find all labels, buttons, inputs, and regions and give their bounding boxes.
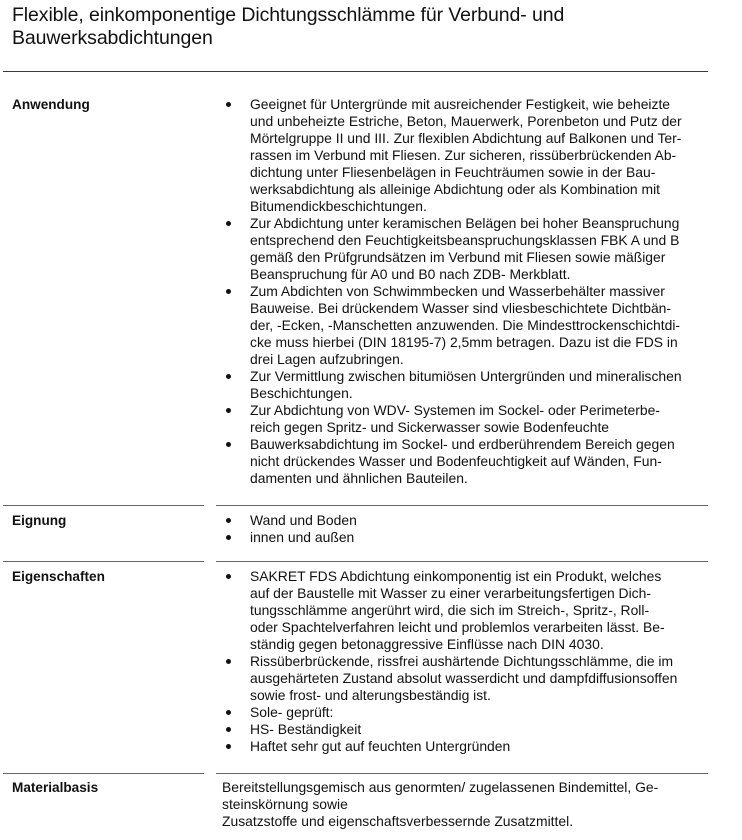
section-divider-left <box>3 561 204 562</box>
bullet-list <box>222 568 712 755</box>
text-line: dichtung unter Fliesenbelägen in Feuchträumen sowie in der Bau- <box>250 164 656 180</box>
text-line: Sole- geprüft: <box>250 704 334 720</box>
bullet-icon <box>226 102 231 107</box>
text-line: Geeignet für Untergründe mit ausreichender Festigkeit, wie beheizte <box>250 96 671 112</box>
list-item <box>222 653 712 704</box>
text-line: Wand und Boden <box>250 512 357 528</box>
list-item <box>222 529 712 546</box>
section-body <box>222 779 712 830</box>
bullet-icon <box>226 744 231 749</box>
text-line: nicht drückendes Wasser und Bodenfeuchtigkeit auf Wänden, Fun- <box>250 453 662 469</box>
bullet-icon <box>226 289 231 294</box>
text-line: Bereitstellungsgemisch aus genormten/ zugelassenen Bindemittel, Ge- <box>222 779 659 795</box>
text-line: oder Spachtelverfahren leicht und problemlos verarbeiten lässt. Be- <box>250 619 665 635</box>
text-line: Rissüberbrückende, rissfrei aushärtende Dichtungsschlämme, die im <box>250 653 674 669</box>
bullet-icon <box>226 408 231 413</box>
title-divider <box>3 71 708 72</box>
text-line: cke muss hierbei (DIN 18195-7) 2,5mm betragen. Dazu ist die FDS in <box>250 334 678 350</box>
text-line: entsprechend den Feuchtigkeitsbeanspruchungsklassen FBK A und B <box>250 232 680 248</box>
text-line: Zusatzstoffe und eigenschaftsverbessernde Zusatzmittel. <box>222 813 574 829</box>
text-line: rassen im Verbund mit Fliesen. Zur sicheren, rissüberbrückenden Ab- <box>250 147 677 163</box>
section-label: Anwendung <box>12 97 90 112</box>
text-line: tungsschlämme angerührt wird, die sich im Streich-, Spritz-, Roll- <box>250 602 650 618</box>
text-line: SAKRET FDS Abdichtung einkomponentig ist ein Produkt, welches <box>250 568 662 584</box>
bullet-list <box>222 96 712 487</box>
section-divider-left <box>3 505 204 506</box>
section-body <box>222 568 712 755</box>
text-line: auf der Baustelle mit Wasser zu einer verarbeitungsfertigen Dich- <box>250 585 651 601</box>
text-line: der, -Ecken, -Manschetten anzuwenden. Die Mindesttrockenschichtdi- <box>250 317 681 333</box>
list-item <box>222 704 712 721</box>
list-item <box>222 721 712 738</box>
bullet-icon <box>226 518 231 523</box>
text-line: und unbeheizte Estriche, Beton, Mauerwerk, Porenbeton und Putz der <box>250 113 682 129</box>
section-divider-right <box>216 505 708 506</box>
text-line: drei Lagen aufzubringen. <box>250 351 404 367</box>
bullet-icon <box>226 442 231 447</box>
text-line: Bauwerksabdichtung im Sockel- und erdberührendem Bereich gegen <box>250 436 675 452</box>
text-line: werksabdichtung als alleinige Abdichtung oder als Kombination mit <box>250 181 661 197</box>
list-item <box>222 738 712 755</box>
text-line: reich gegen Spritz- und Sickerwasser sowie Bodenfeuchte <box>250 419 610 435</box>
bullet-icon <box>226 659 231 664</box>
bullet-icon <box>226 727 231 732</box>
text-line: Bitumendickbeschichtungen. <box>250 198 427 214</box>
text-line: innen und außen <box>250 529 355 545</box>
bullet-icon <box>226 221 231 226</box>
list-item <box>222 215 712 283</box>
text-line: sowie frost- und alterungsbeständig ist. <box>250 687 491 703</box>
text-line: Beschichtungen. <box>250 385 353 401</box>
text-line: Bauweise. Bei drückendem Wasser sind vliesbeschichtete Dichtbän- <box>250 300 672 316</box>
list-item <box>222 283 712 368</box>
title-line: Flexible, einkomponentige Dichtungsschlämme für Verbund- und <box>12 4 565 26</box>
text-line: Haftet sehr gut auf feuchten Untergründen <box>250 738 511 754</box>
list-item <box>222 368 712 402</box>
document-title <box>12 4 712 50</box>
section-label: Eignung <box>12 513 67 528</box>
text-line: Zur Abdichtung unter keramischen Belägen bei hoher Beanspruchung <box>250 215 680 231</box>
text-line: steinskörnung sowie <box>222 796 348 812</box>
title-line: Bauwerksabdichtungen <box>12 27 213 49</box>
section-divider-right <box>216 773 708 774</box>
bullet-list <box>222 512 712 546</box>
text-line: Beanspruchung für A0 und B0 nach ZDB- Merkblatt. <box>250 266 571 282</box>
list-item <box>222 436 712 487</box>
bullet-icon <box>226 535 231 540</box>
list-item <box>222 96 712 215</box>
bullet-icon <box>226 574 231 579</box>
list-item <box>222 568 712 653</box>
section-label: Eigenschaften <box>12 569 105 584</box>
text-line: ständig gegen betonaggressive Einflüsse nach DIN 4030. <box>250 636 604 652</box>
text-line: Zur Abdichtung von WDV- Systemen im Sockel- oder Perimeterbe- <box>250 402 660 418</box>
section-body <box>222 512 712 546</box>
section-divider-left <box>3 773 204 774</box>
list-item <box>222 512 712 529</box>
section-divider-right <box>216 561 708 562</box>
bullet-icon <box>226 710 231 715</box>
text-line: Zur Vermittlung zwischen bitumiösen Untergründen und mineralischen <box>250 368 682 384</box>
text-line: Zum Abdichten von Schwimmbecken und Wasserbehälter massiver <box>250 283 665 299</box>
text-line: ausgehärteten Zustand absolut wasserdicht und dampfdiffusionsoffen <box>250 670 678 686</box>
section-body <box>222 96 712 487</box>
text-line: Mörtelgruppe II und III. Zur flexiblen Abdichtung auf Balkonen und Ter- <box>250 130 682 146</box>
text-line: damenten und ähnlichen Bauteilen. <box>250 470 468 486</box>
list-item <box>222 402 712 436</box>
bullet-icon <box>226 374 231 379</box>
text-line: HS- Beständigkeit <box>250 721 362 737</box>
text-line: gemäß den Prüfgrundsätzen im Verbund mit Fliesen sowie mäßiger <box>250 249 666 265</box>
section-label: Materialbasis <box>12 780 99 795</box>
